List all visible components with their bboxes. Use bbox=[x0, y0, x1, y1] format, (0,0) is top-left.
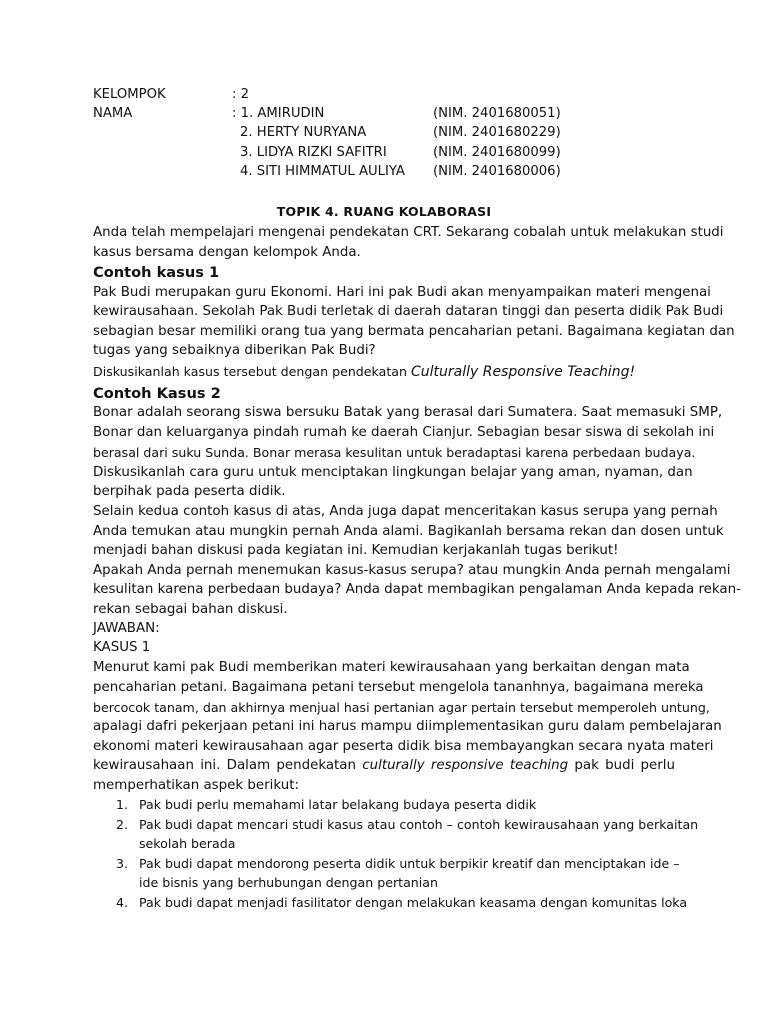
case2-heading: Contoh Kasus 2 bbox=[93, 385, 221, 402]
member-name: : 1. AMIRUDIN bbox=[232, 106, 325, 121]
member-name: 4. SITI HIMMATUL AULIYA bbox=[240, 164, 405, 179]
member-nim: (NIM. 2401680051) bbox=[433, 106, 561, 121]
case2-line: Bonar adalah seorang siswa bersuku Batak yang berasal dari Sumatera. Saat memasuki SMP, bbox=[93, 405, 723, 420]
case1-discuss-prefix: Diskusikanlah kasus tersebut dengan pendekatan bbox=[93, 364, 411, 379]
case1-line: sebagian besar memiliki orang tua yang bermata pencaharian petani. Bagaimana kegiatan dan bbox=[93, 324, 735, 339]
case2-line: menjadi bahan diskusi pada kegiatan ini. Kemudian kerjakanlah tugas berikut! bbox=[93, 543, 619, 558]
case2-line: Anda temukan atau mungkin pernah Anda alami. Bagikanlah bersama rekan dan dosen untuk bbox=[93, 524, 724, 539]
list-number: 4. bbox=[116, 895, 129, 910]
member-nim: (NIM. 2401680006) bbox=[433, 164, 561, 179]
list-item: Pak budi dapat mencari studi kasus atau contoh – contoh kewirausahaan yang berkaitan bbox=[139, 817, 699, 832]
answer-line6-suffix: pak budi perlu bbox=[568, 758, 676, 773]
kelompok-label: KELOMPOK bbox=[93, 87, 166, 102]
list-item-continuation: sekolah berada bbox=[139, 836, 236, 851]
list-item: Pak budi dapat menjadi fasilitator dengan melakukan keasama dengan komunitas loka bbox=[139, 895, 688, 910]
list-item-continuation: ide bisnis yang berhubungan dengan pertanian bbox=[139, 875, 438, 890]
answer-line: memperhatikan aspek berikut: bbox=[93, 778, 299, 793]
answer-line: apalagi dafri pekerjaan petani ini harus mampu diimplementasikan guru dalam pembelajaran bbox=[93, 719, 722, 734]
case2-line: Apakah Anda pernah menemukan kasus-kasus serupa? atau mungkin Anda pernah mengalami bbox=[93, 563, 731, 578]
answer-line6-prefix: kewirausahaan ini. Dalam pendekatan bbox=[93, 758, 363, 773]
list-number: 3. bbox=[116, 856, 129, 871]
case1-discuss-italic: Culturally Responsive Teaching! bbox=[410, 364, 636, 380]
answer-label: JAWABAN: bbox=[93, 621, 160, 636]
answer-line: pencaharian petani. Bagaimana petani tersebut mengelola tananhnya, bagaimana mereka bbox=[93, 680, 704, 695]
case1-discuss bbox=[93, 364, 675, 380]
member-nim: (NIM. 2401680099) bbox=[433, 145, 561, 160]
answer-line-6 bbox=[93, 758, 675, 773]
member-nim: (NIM. 2401680229) bbox=[433, 125, 561, 140]
case1-line: kewirausahaan. Sekolah Pak Budi terletak di daerah dataran tinggi dan peserta didik Pak Budi bbox=[93, 304, 724, 319]
case2-line: kesulitan karena perbedaan budaya? Anda dapat membagikan pengalaman Anda kepada rekan- bbox=[93, 582, 741, 597]
kelompok-value: : 2 bbox=[232, 87, 250, 102]
case2-line: Diskusikanlah cara guru untuk menciptakan lingkungan belajar yang aman, nyaman, dan bbox=[93, 465, 693, 480]
answer-line: ekonomi materi kewirausahaan agar peserta didik bisa membayangkan secara nyata materi bbox=[93, 739, 714, 754]
intro-line: kasus bersama dengan kelompok Anda. bbox=[93, 245, 361, 260]
case2-line: berasal dari suku Sunda. Bonar merasa kesulitan untuk beradaptasi karena perbedaan budaya. bbox=[93, 445, 696, 460]
case2-line: Selain kedua contoh kasus di atas, Anda juga dapat menceritakan kasus serupa yang pernah bbox=[93, 504, 718, 519]
answer-case-label: KASUS 1 bbox=[93, 640, 151, 655]
nama-label: NAMA bbox=[93, 106, 133, 121]
document-title: TOPIK 4. RUANG KOLABORASI bbox=[276, 204, 492, 219]
case1-heading: Contoh kasus 1 bbox=[93, 264, 220, 281]
member-name: 2. HERTY NURYANA bbox=[240, 125, 367, 140]
answer-line: bercocok tanam, dan akhirnya menjual hasi pertanian agar pertain tersebut memperoleh untung, bbox=[93, 700, 710, 715]
answer-line6-italic: culturally responsive teaching bbox=[362, 758, 569, 773]
case2-line: rekan sebagai bahan diskusi. bbox=[93, 602, 288, 617]
case2-line: Bonar dan keluarganya pindah rumah ke daerah Cianjur. Sebagian besar siswa di sekolah ini bbox=[93, 425, 715, 440]
intro-line: Anda telah mempelajari mengenai pendekatan CRT. Sekarang cobalah untuk melakukan studi bbox=[93, 225, 724, 240]
case1-line: tugas yang sebaiknya diberikan Pak Budi? bbox=[93, 343, 376, 358]
case2-line: berpihak pada peserta didik. bbox=[93, 484, 286, 499]
list-number: 1. bbox=[116, 797, 129, 812]
list-number: 2. bbox=[116, 817, 129, 832]
list-item: Pak budi perlu memahami latar belakang budaya peserta didik bbox=[139, 797, 537, 812]
member-name: 3. LIDYA RIZKI SAFITRI bbox=[240, 145, 387, 160]
answer-line: Menurut kami pak Budi memberikan materi kewirausahaan yang berkaitan dengan mata bbox=[93, 660, 690, 675]
case1-line: Pak Budi merupakan guru Ekonomi. Hari ini pak Budi akan menyampaikan materi mengenai bbox=[93, 285, 711, 300]
list-item: Pak budi dapat mendorong peserta didik untuk berpikir kreatif dan menciptakan ide – bbox=[139, 856, 680, 871]
